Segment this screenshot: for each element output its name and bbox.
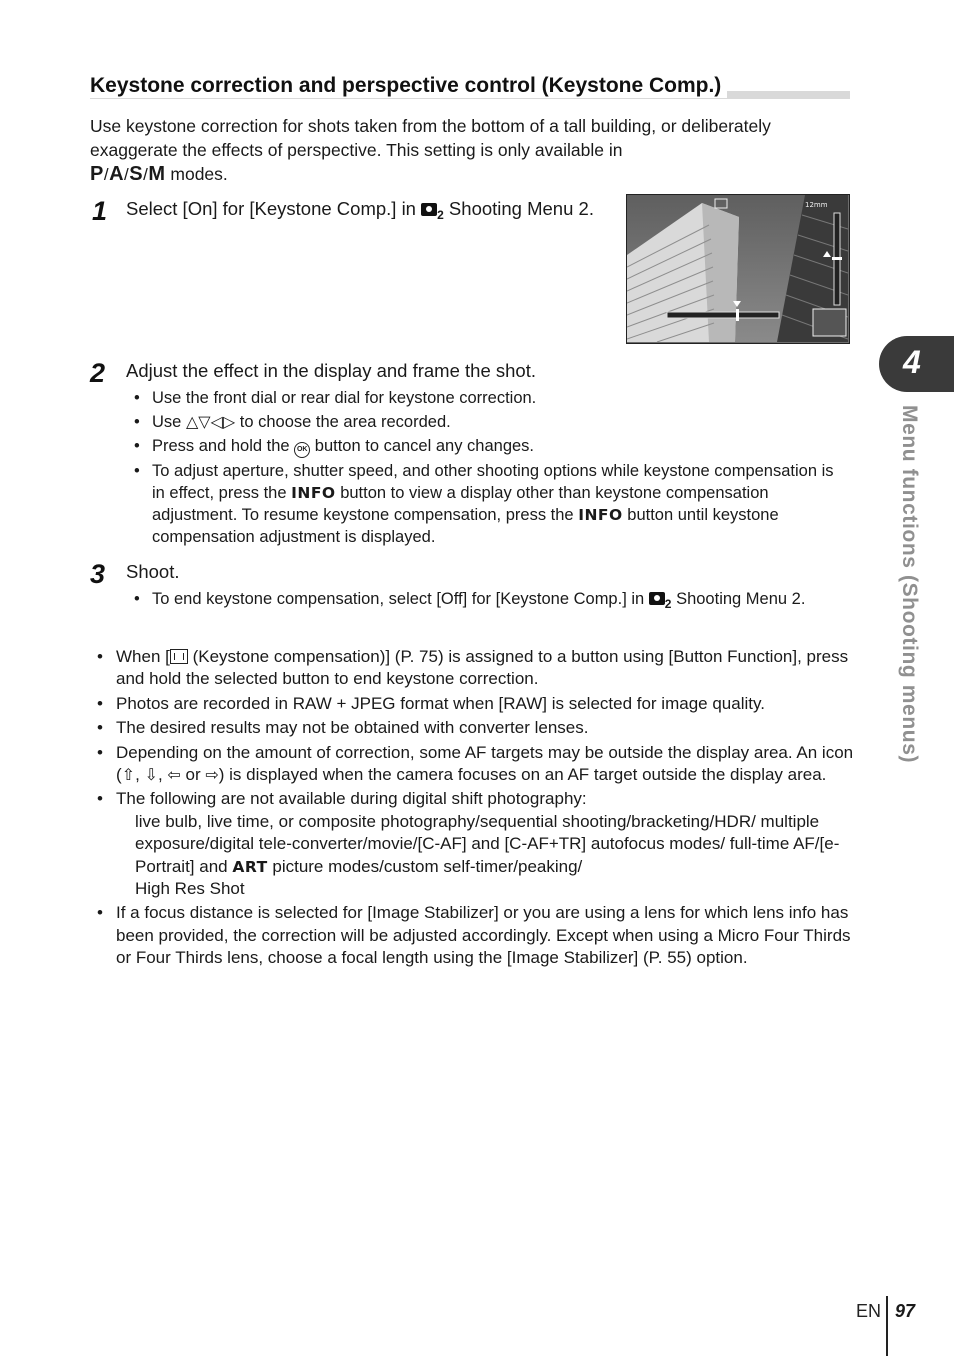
n5-unavailable-list [116, 811, 858, 901]
b2-pre: Use [152, 413, 186, 431]
step-3-text: Shoot. [126, 561, 180, 582]
n5-lead: The following are not available during digital shift photography: [116, 789, 587, 809]
af-target-down-icon: ⇩ [144, 765, 158, 785]
s3-b1-a: To end keystone compensation, select [Off] for [Keystone Comp.] in [152, 590, 649, 608]
mode-a: A [109, 163, 125, 185]
keystone-compensation-icon [170, 649, 188, 664]
s3-b1-b: Shooting Menu 2. [671, 590, 806, 608]
note-5 [90, 788, 858, 900]
step-2-bullet-4 [126, 460, 850, 548]
exposure-modes [90, 163, 166, 185]
n1-b: (Keystone compensation)] (P. 75) is assigned to a button using [Button Function], press and hold the selected button to end keystone correction. [116, 647, 849, 689]
n5-list-b: picture modes/custom self-timer/peaking/ [267, 856, 583, 876]
mode-sep-1: / [103, 165, 110, 184]
n1-a: When [ [116, 647, 170, 666]
mode-sep-2: / [124, 165, 130, 184]
n4-sep-2: , [157, 765, 168, 785]
step-2-number: 2 [90, 358, 106, 388]
mode-p: P [90, 163, 104, 185]
step-2-text: Adjust the effect in the display and frame the shot. [126, 360, 536, 381]
note-6: • If a focus distance is selected for [Image Stabilizer] or you are using a lens for which lens info has been provided, the correction will be adjusted accordingly. Except when using a Micro Four Thirds or Four Thirds lens, choose a focal length using the [Image Stabilizer] (P. 55) option. [90, 902, 858, 969]
b4-b: button to view a display other than keystone compensation adjustment. To resume keystone compensation, press the [152, 484, 769, 524]
note-3: • The desired results may not be obtained with converter lenses. [90, 717, 858, 739]
n4-or: or [180, 765, 206, 785]
chapter-side-title [893, 405, 927, 785]
horizontal-keystone-slider [667, 312, 779, 318]
chapter-title-text: Menu functions (Shooting menus) [898, 405, 921, 764]
b3-post: button to cancel any changes. [310, 437, 535, 455]
b3-pre: Press and hold the [152, 437, 295, 455]
info-button-label-1: INFO [291, 484, 336, 502]
footer-language: EN [856, 1301, 882, 1321]
step-1-text [126, 196, 596, 228]
step-1-text-b: Shooting Menu 2. [443, 198, 594, 219]
af-target-right-icon: ⇨ [205, 765, 219, 785]
step-2-bullet-list [126, 387, 850, 550]
shooting-menu-number: 2 [437, 208, 444, 222]
n5-list-c: High Res Shot [135, 879, 245, 899]
art-mode-label: ART [232, 857, 268, 876]
b4-a: To adjust aperture, shutter speed, and other shooting options while keystone compensation is in effect, press the [152, 462, 834, 502]
note-4 [90, 742, 858, 787]
step-1-number: 1 [92, 196, 108, 226]
b2-post: to choose the area recorded. [235, 413, 451, 431]
b4-c: button until keystone compensation adjustment is displayed. [152, 506, 779, 546]
page-number: 97 [895, 1301, 916, 1321]
note-1 [90, 646, 858, 691]
step-2-bullet-1: • Use the front dial or rear dial for keystone correction. [126, 387, 850, 409]
n5-list-a: live bulb, live time, or composite photography/sequential shooting/bracketing/HDR/ multiple exposure/digital tele-converter/movie/[C-AF] and [C-AF+TR] autofocus modes/ full-time AF/[e-Portrait] and [135, 811, 840, 876]
step-1-text-a: Select [On] for [Keystone Comp.] in [126, 198, 422, 219]
footer-divider [886, 1296, 888, 1356]
chapter-tab [879, 336, 954, 392]
af-target-left-icon: ⇦ [167, 765, 181, 785]
step-2-bullet-3 [126, 435, 850, 458]
step-3-number: 3 [90, 559, 106, 589]
chapter-number: 4 [903, 344, 921, 380]
section-title-bar [90, 74, 850, 100]
keystone-lcd-illustration [626, 194, 850, 344]
n4-b: ) is displayed when the camera focuses on an AF target outside the display area. [218, 765, 827, 785]
mode-s: S [129, 163, 144, 185]
af-target-up-icon: ⇧ [121, 765, 136, 785]
note-2: • Photos are recorded in RAW + JPEG format when [RAW] is selected for image quality. [90, 693, 858, 715]
preview-frame-box [813, 309, 846, 336]
n4-a: Depending on the amount of correction, some AF targets may be outside the display area. An icon ( [116, 742, 854, 785]
intro-text: Use keystone correction for shots taken from the bottom of a tall building, or deliberately exaggerate the effects of perspective. This setting is only available in [90, 116, 771, 160]
mode-sep-3: / [143, 165, 149, 184]
shooting-menu-camera-icon [421, 203, 437, 216]
shooting-menu-camera-icon [649, 592, 665, 605]
notes-list [90, 646, 858, 972]
n4-sep-1: , [135, 765, 145, 785]
section-title: Keystone correction and perspective control (Keystone Comp.) [90, 74, 727, 98]
vertical-slider-thumb [832, 257, 842, 260]
step-3-bullet-list [126, 588, 826, 617]
intro-paragraph [90, 114, 830, 187]
focal-length-readout: 12mm [805, 201, 828, 209]
info-button-label-2: INFO [578, 506, 623, 524]
horizontal-slider-thumb [736, 309, 739, 321]
lcd-scene-svg [627, 195, 848, 342]
step-3-bullet-1 [126, 588, 826, 615]
ok-button-icon: OK [294, 442, 310, 458]
arrow-keys-icon: △▽◁▷ [185, 412, 236, 431]
shooting-menu-number: 2 [664, 597, 672, 611]
intro-end: modes. [165, 164, 228, 184]
step-2-bullet-2 [126, 411, 850, 433]
mode-m: M [148, 163, 166, 185]
